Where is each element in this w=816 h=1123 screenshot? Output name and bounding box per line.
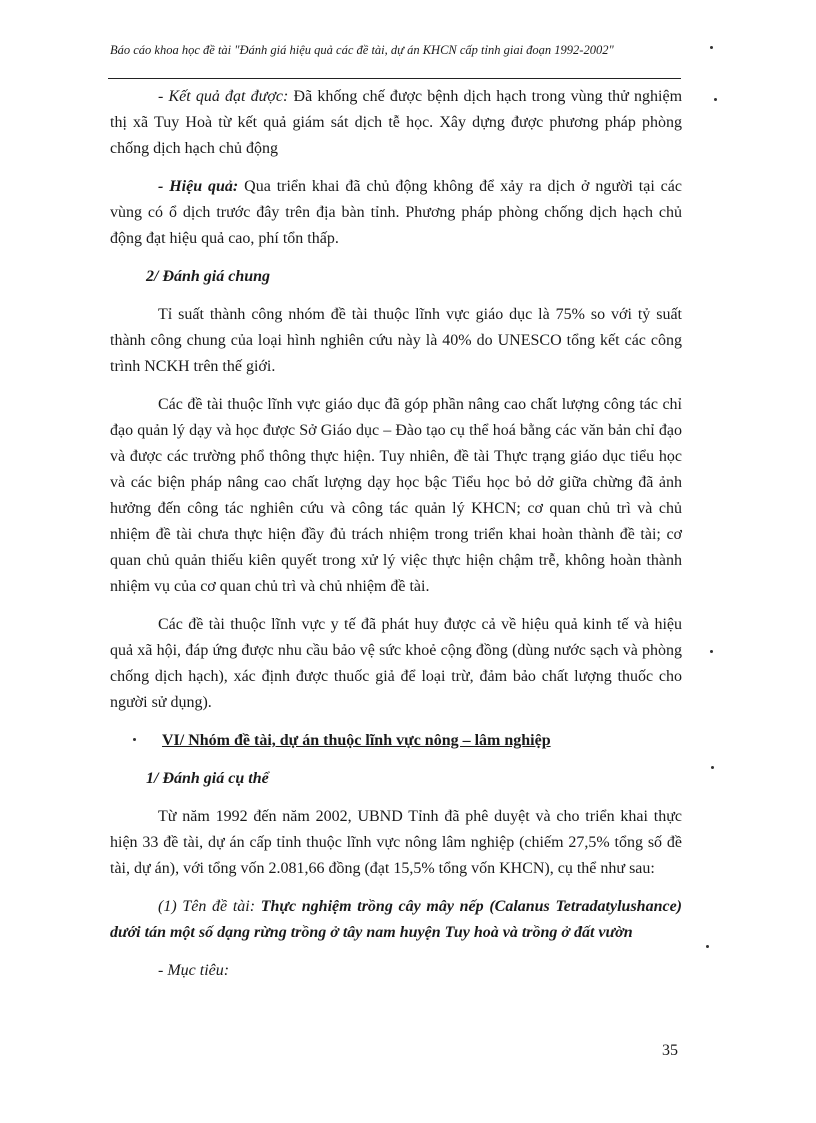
objective-label: - Mục tiêu: bbox=[158, 962, 230, 979]
result-text: Đã khống chế được bệnh dịch hạch trong vùng thử nghiệm thị xã Tuy Hoà từ kết quả giám sát dịch tễ học. Xây dựng được phương pháp phòng chống dịch hạch chủ động bbox=[110, 88, 683, 157]
running-header: Báo cáo khoa học đề tài "Đánh giá hiệu quả các đề tài, dự án KHCN cấp tỉnh giai đoạn 1992-2002" bbox=[110, 43, 614, 57]
scan-speck bbox=[133, 738, 136, 741]
paragraph-health: Các đề tài thuộc lĩnh vực y tế đã phát huy được cả về hiệu quả kinh tế và hiệu quả xã hội, đáp ứng được nhu cầu bảo vệ sức khoẻ cộng đồng (dùng nước sạch và phòng chống dịch hạch), xác định được thuốc giả để loại trừ, đảm bảo chất lượng thuốc cho người sử dụng). bbox=[110, 616, 682, 711]
heading-specific-evaluation: 1/ Đánh giá cụ thể bbox=[146, 770, 269, 787]
scan-speck bbox=[711, 766, 714, 769]
scan-speck bbox=[710, 46, 713, 49]
scan-speck bbox=[706, 945, 709, 948]
result-label: - Kết quả đạt được: bbox=[158, 88, 289, 105]
topic-title: Thực nghiệm trồng cây mây nếp (Calanus Tetradatylushance) dưới tán một số dạng rừng trồng ở tây nam huyện Tuy hoà và trồng ở đất vườn bbox=[110, 898, 682, 941]
objective-paragraph bbox=[110, 958, 682, 984]
scan-speck bbox=[710, 650, 713, 653]
header-divider bbox=[108, 78, 681, 79]
effect-label: - Hiệu quả: bbox=[158, 178, 239, 195]
effect-paragraph bbox=[110, 174, 682, 252]
topic-paragraph bbox=[110, 894, 682, 946]
scan-speck bbox=[714, 98, 717, 101]
result-paragraph bbox=[110, 84, 682, 162]
heading-general-evaluation: 2/ Đánh giá chung bbox=[146, 268, 271, 285]
document-body bbox=[110, 84, 682, 996]
effect-text: Qua triển khai đã chủ động không để xảy ra dịch ở người tại các vùng có ổ dịch trước đây trên địa bàn tỉnh. Phương pháp phòng chống dịch hạch chủ động đạt hiệu quả cao, phí tổn thấp. bbox=[110, 178, 682, 247]
paragraph-agriculture: Từ năm 1992 đến năm 2002, UBND Tỉnh đã phê duyệt và cho triển khai thực hiện 33 đề tài, dự án cấp tỉnh thuộc lĩnh vực nông lâm nghiệp (chiếm 27,5% tổng số đề tài, dự án), với tổng vốn 2.081,66 đồng (đạt 15,5% tổng vốn KHCN), cụ thể như sau: bbox=[110, 808, 682, 877]
heading-section-6: VI/ Nhóm đề tài, dự án thuộc lĩnh vực nông – lâm nghiệp bbox=[162, 732, 551, 749]
topic-label: (1) Tên đề tài: bbox=[158, 898, 256, 915]
paragraph-education: Các đề tài thuộc lĩnh vực giáo dục đã góp phần nâng cao chất lượng công tác chỉ đạo quản lý dạy và học được Sở Giáo dục – Đào tạo cụ thể hoá bằng các văn bản chỉ đạo và được các trường phổ thông thực hiện. Tuy nhiên, đề tài Thực trạng giáo dục tiểu học và các biện pháp nâng cao chất lượng dạy học bậc Tiểu học bỏ dở giữa chừng đã ảnh hưởng đến công tác nghiên cứu và công tác quản lý KHCN; cơ quan chủ trì và chủ nhiệm đề tài chưa thực hiện đầy đủ trách nhiệm trong triển khai hoàn thành đề tài; cơ quan chủ quản thiếu kiên quyết trong xử lý việc thực hiện chậm trễ, không hoàn thành nhiệm vụ của cơ quan chủ trì và chủ nhiệm đề tài. bbox=[110, 396, 682, 595]
page-number: 35 bbox=[662, 1042, 678, 1059]
paragraph-success-rate: Tỉ suất thành công nhóm đề tài thuộc lĩnh vực giáo dục là 75% so với tỷ suất thành công chung của loại hình nghiên cứu này là 40% do UNESCO tổng kết các công trình NCKH trên thế giới. bbox=[110, 306, 682, 375]
